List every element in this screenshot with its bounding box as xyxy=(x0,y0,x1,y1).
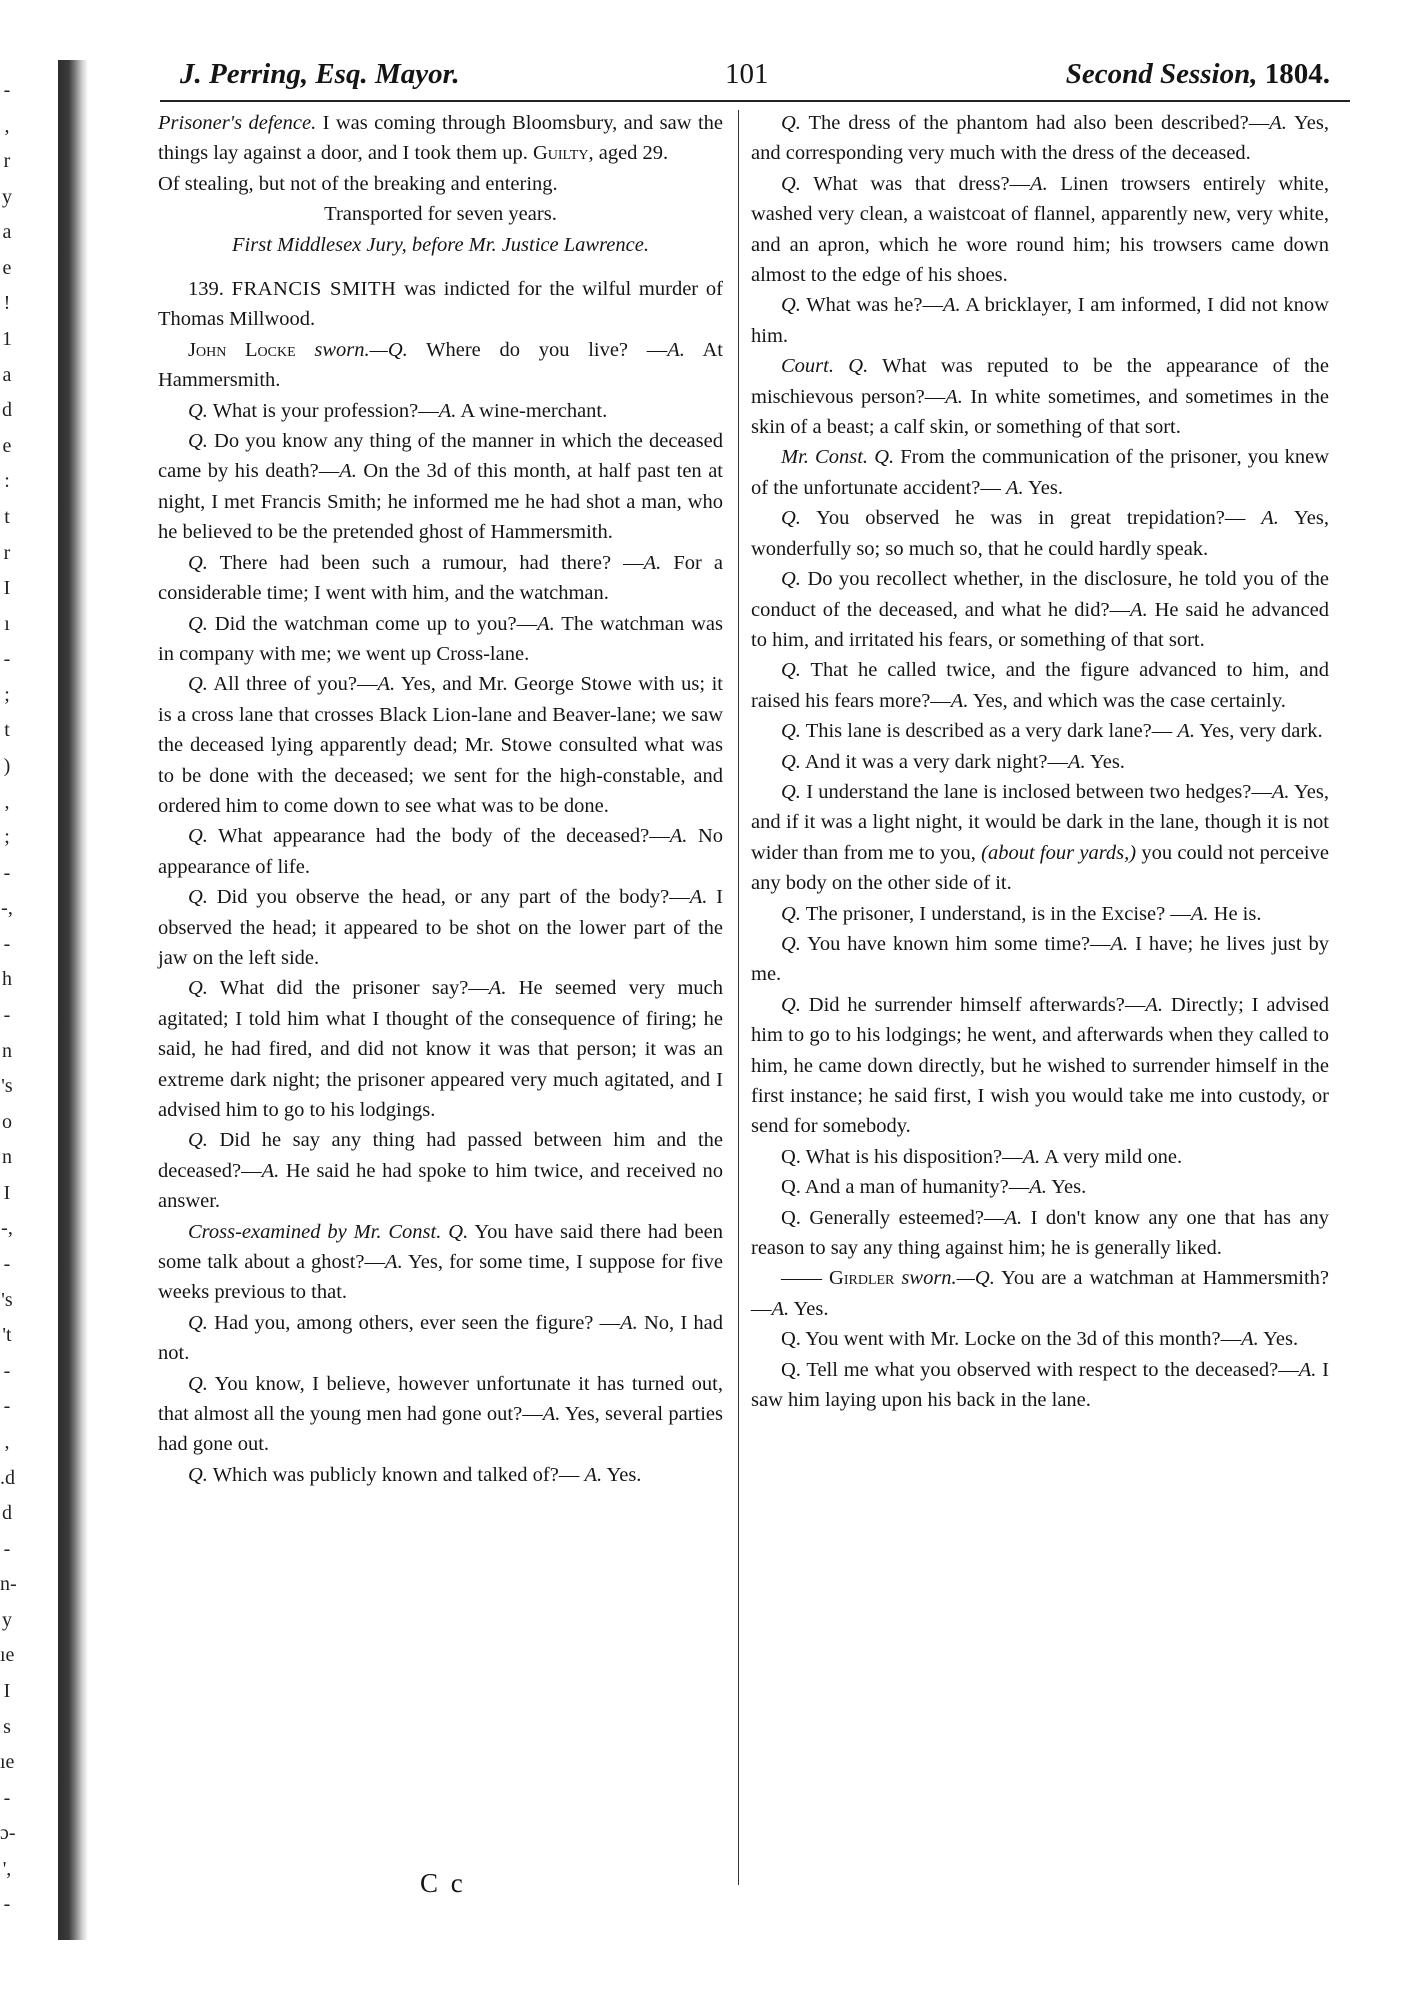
text-run: Yes. xyxy=(1046,1176,1087,1199)
gutter-fragment: - xyxy=(3,933,11,955)
gutter-fragment: , xyxy=(4,791,10,813)
paragraph xyxy=(751,716,1329,746)
text-run: You are a watchman at Hammersmith?— xyxy=(751,1267,1330,1320)
text-run: Q. xyxy=(188,612,208,635)
paragraph xyxy=(158,1217,723,1308)
gutter-fragment: - xyxy=(3,648,11,670)
text-run: A. xyxy=(667,338,685,361)
header-session xyxy=(1066,58,1330,91)
text-run: —— xyxy=(781,1267,830,1290)
gutter-fragment: s xyxy=(3,1716,11,1738)
gutter-fragment: ) xyxy=(3,755,11,777)
column-divider xyxy=(738,110,739,1885)
text-run: Yes. xyxy=(1023,476,1063,499)
text-run: Girdler xyxy=(829,1267,895,1290)
paragraph xyxy=(158,821,723,882)
text-run: Q. xyxy=(188,1463,208,1486)
gutter-fragment: - xyxy=(3,862,11,884)
text-run: What was that dress?— xyxy=(800,172,1031,195)
text-run: you could not perceive any body on the other side of it. xyxy=(751,841,1329,895)
text-run: Yes, for some time, I suppose for five weeks previous to that. xyxy=(158,1251,723,1304)
left-column xyxy=(158,108,723,1490)
gutter-fragment: - xyxy=(3,1395,11,1417)
text-run: On the 3d of this month, at half past ten at night, I met Francis Smith; he informed me he had shot a man, who he believed to be the pretended ghost of Hammersmith. xyxy=(158,460,723,544)
paragraph xyxy=(751,169,1329,291)
text-run: Q. xyxy=(188,551,208,574)
text-run: That he called twice, and the figure advanced to him, and raised his fears more?— xyxy=(751,659,1329,712)
text-run: Q. xyxy=(781,112,801,134)
text-run: Q. What is his disposition?— xyxy=(781,1145,1023,1168)
text-run: Yes, and corresponding very much with the dress of the deceased. xyxy=(751,112,1329,165)
text-run: Mr. Const. xyxy=(781,446,869,469)
text-run: A. xyxy=(1030,172,1048,195)
paragraph xyxy=(158,609,723,670)
text-run: A. xyxy=(385,1251,403,1274)
text-run: sworn.—Q. xyxy=(901,1267,995,1290)
text-run: , aged 29. xyxy=(588,142,669,165)
gutter-fragment: ; xyxy=(4,684,10,706)
text-run: I observed the head; it appeared to be shot on the lower part of the jaw on the left side. xyxy=(158,886,723,969)
text-run: Q. xyxy=(781,720,801,743)
paragraph xyxy=(751,929,1329,990)
paragraph xyxy=(158,274,723,335)
gutter-fragment: 's xyxy=(1,1075,13,1097)
text-run: Did you observe the head, or any part of the body?— xyxy=(207,886,690,909)
text-run: FRANCIS SMITH xyxy=(231,278,397,301)
text-run: Yes, and which was the case certainly. xyxy=(968,689,1286,712)
text-run: For a considerable time; I went with him, and the watchman. xyxy=(158,551,723,605)
gutter-fragment: -, xyxy=(1,1217,13,1239)
text-run: Q. xyxy=(781,993,801,1016)
gutter-fragment: - xyxy=(3,1893,11,1915)
right-column xyxy=(751,108,1329,1415)
text-run: Q. Tell me what you observed with respect to the deceased?— xyxy=(781,1358,1299,1381)
text-run: A. xyxy=(339,460,357,483)
text-run: A. xyxy=(1004,1206,1023,1229)
gutter-fragment: .d xyxy=(0,1467,15,1489)
binding-gutter xyxy=(0,0,110,2000)
text-run: Did the watchman come up to you?— xyxy=(207,612,538,635)
text-run: A. xyxy=(1177,720,1196,743)
text-run: The watchman was in company with me; we went up Cross-lane. xyxy=(158,612,724,665)
text-run: A. xyxy=(1006,476,1024,499)
text-run: A. xyxy=(1190,902,1209,925)
gutter-fragment: I xyxy=(3,577,11,599)
text-run: (about four yards,) xyxy=(981,841,1137,864)
paragraph xyxy=(751,1263,1329,1324)
gutter-fragment: ; xyxy=(4,826,10,848)
text-run: Directly; I advised him to go to his lodgings; he went, and afterwards when they called to him, he came down directly, but he wished to surrender himself in the first instance; he said first, I wish you would take me into custody, or send for somebody. xyxy=(751,993,1329,1138)
gutter-fragment: - xyxy=(3,1538,11,1560)
text-run: All three of you?— xyxy=(207,673,378,696)
text-run: A. xyxy=(1029,1176,1047,1199)
paragraph xyxy=(751,747,1329,777)
gutter-fragment: , xyxy=(4,1431,10,1453)
text-run: Transported for seven years. xyxy=(324,203,557,226)
text-run: First Middlesex Jury, before Mr. Justice Lawrence. xyxy=(232,233,649,256)
paragraph xyxy=(751,990,1329,1142)
text-run: You have said there had been some talk about a ghost?— xyxy=(158,1220,724,1274)
gutter-fragment: n xyxy=(2,1040,12,1062)
paragraph xyxy=(751,1203,1329,1264)
text-run: A. xyxy=(542,1403,561,1426)
gutter-fragment: ', xyxy=(2,1858,12,1880)
text-run: Prisoner's defence. xyxy=(158,112,317,134)
text-run: sworn.—Q. xyxy=(314,338,408,361)
text-run: What appearance had the body of the deceased?— xyxy=(207,825,670,848)
text-run: Q. xyxy=(781,902,801,925)
paragraph xyxy=(751,777,1329,899)
text-run: He is. xyxy=(1208,902,1262,925)
text-run: He seemed very much agitated; I told him what I thought of the consequence of firing; he said, he had fired, and did not know it was that person; it was an extreme dark night; the prisoner appeared very much agitated, and I advised him to go to his lodgings. xyxy=(158,977,723,1121)
paragraph xyxy=(158,230,723,260)
text-run: No appearance of life. xyxy=(158,825,723,878)
paragraph xyxy=(751,1324,1329,1354)
text-run: At Hammersmith. xyxy=(158,338,723,392)
paragraph xyxy=(751,564,1329,655)
text-run: Q. xyxy=(848,355,869,378)
gutter-fragment: y xyxy=(2,186,12,208)
paragraph xyxy=(158,199,723,229)
gutter-fragment: d xyxy=(2,399,12,421)
paragraph xyxy=(158,882,723,973)
text-run: 139. xyxy=(188,278,232,301)
gutter-fragment: a xyxy=(2,364,12,386)
gutter-fragment: 's xyxy=(1,1289,13,1311)
paragraph xyxy=(158,108,723,169)
paragraph xyxy=(751,351,1329,442)
text-run: Q. xyxy=(781,659,801,682)
text-run: Of stealing, but not of the breaking and entering. xyxy=(158,172,558,195)
text-run: Q. xyxy=(188,1311,208,1334)
gutter-fragment: ı xyxy=(4,613,10,635)
text-run: Q. xyxy=(188,1129,208,1152)
text-run: There had been such a rumour, had there? — xyxy=(207,551,644,574)
text-run: A. xyxy=(438,399,457,422)
paragraph xyxy=(158,1125,723,1216)
text-run: What is your profession?— xyxy=(207,399,439,422)
text-run: A bricklayer, I am informed, I did not know him. xyxy=(751,294,1329,347)
paragraph xyxy=(751,108,1329,169)
text-run: Q. xyxy=(188,825,208,848)
text-run: Court. xyxy=(781,355,834,378)
gutter-fragment: : xyxy=(4,470,10,492)
text-run: Yes. xyxy=(1258,1328,1299,1351)
text-run: You know, I believe, however unfortunate it has turned out, that almost all the young men had gone out?— xyxy=(158,1372,723,1426)
text-run: What was he?— xyxy=(800,294,943,317)
text-run: A. xyxy=(669,825,688,848)
text-run: Q. xyxy=(781,932,801,955)
text-run: Q. xyxy=(781,172,801,195)
text-run: I don't know any one that has any reason to say any thing against him; he is generally liked. xyxy=(751,1206,1329,1260)
text-run: A. xyxy=(1269,112,1287,134)
text-run: Q. You went with Mr. Locke on the 3d of this month?— xyxy=(781,1328,1242,1351)
paragraph xyxy=(751,503,1329,564)
text-run: Q. xyxy=(188,977,208,1000)
gutter-fragment: ! xyxy=(3,292,11,314)
text-run: Q. And a man of humanity?— xyxy=(781,1176,1030,1199)
text-run: A. xyxy=(1110,932,1129,955)
text-run: Had you, among others, ever seen the figure? — xyxy=(207,1311,621,1334)
paragraph xyxy=(751,655,1329,716)
paragraph xyxy=(158,1369,723,1460)
text-run: What was reputed to be the appearance of the mischievous person?— xyxy=(751,355,1329,408)
text-run: A. xyxy=(950,689,969,712)
paragraph xyxy=(158,669,723,821)
gutter-fragment: ıe xyxy=(0,1644,15,1666)
gutter-fragment: 't xyxy=(2,1324,12,1346)
text-run: Did he say any thing had passed between him and the deceased?— xyxy=(158,1129,723,1182)
text-run: A. xyxy=(261,1159,280,1182)
text-run: A. xyxy=(689,886,708,909)
gutter-fragment: r xyxy=(3,150,11,172)
gutter-fragment: e xyxy=(2,257,12,279)
header-session-label: Second Session, xyxy=(1065,58,1258,90)
gutter-fragment: r xyxy=(3,542,11,564)
paragraph xyxy=(751,442,1329,503)
gutter-fragment: t xyxy=(4,506,10,528)
text-run: Yes. xyxy=(602,1463,642,1486)
text-run: A wine-merchant. xyxy=(456,399,608,422)
gutter-fragment: - xyxy=(3,79,11,101)
text-run: I understand the lane is inclosed between two hedges?— xyxy=(800,780,1272,803)
text-run: He said he had spoke to him twice, and received no answer. xyxy=(158,1159,723,1213)
text-run: A very mild one. xyxy=(1040,1145,1183,1168)
text-run: In white sometimes, and sometimes in the skin of a beast; a calf skin, or something of that sort. xyxy=(751,385,1329,439)
paragraph xyxy=(158,426,723,548)
text-run: Yes, wonderfully so; so much so, that he could hardly speak. xyxy=(751,507,1329,560)
gutter-fragment: n- xyxy=(0,1573,17,1595)
paragraph xyxy=(158,973,723,1125)
gutter-fragment: y xyxy=(2,1609,12,1631)
text-run: A. xyxy=(1261,507,1279,530)
text-run: Q. xyxy=(874,446,895,469)
text-run: A. xyxy=(945,385,963,408)
text-run: A. xyxy=(1298,1358,1317,1381)
text-run: Did he surrender himself afterwards?— xyxy=(800,993,1146,1016)
text-run xyxy=(834,355,848,377)
text-run: Yes, very dark. xyxy=(1195,720,1323,743)
paragraph xyxy=(158,169,723,199)
text-run: Q. xyxy=(188,886,208,909)
text-run: Linen trowsers entirely white, washed very clean, a waistcoat of flannel, apparently new, very white, and an apron, which he wore round him; his trowsers came down almost to the edge of his shoes. xyxy=(751,172,1329,287)
text-run: Yes. xyxy=(789,1297,829,1320)
text-run: Q. xyxy=(781,507,801,530)
text-run: You have known him some time?— xyxy=(800,932,1111,955)
text-run: Yes, several parties had gone out. xyxy=(158,1403,723,1456)
gutter-fragment: ɔ- xyxy=(0,1822,16,1844)
text-run: A. xyxy=(1145,993,1164,1016)
text-run: was indicted for the wilful murder of Thomas Millwood. xyxy=(158,278,724,331)
header-rule xyxy=(160,100,1350,102)
gutter-fragment: -, xyxy=(1,897,13,919)
text-run: A. xyxy=(771,1297,790,1320)
text-run: A. xyxy=(488,977,507,1000)
text-run: You observed he was in great trepidation?— xyxy=(800,507,1262,530)
text-run: What did the prisoner say?— xyxy=(207,977,489,1000)
text-run: Q. xyxy=(188,430,208,453)
gutter-fragment: 1 xyxy=(2,328,12,350)
gutter-fragment: - xyxy=(3,1004,11,1026)
book-spine-shadow xyxy=(58,60,88,1940)
text-run: Q. Generally esteemed?— xyxy=(781,1206,1005,1229)
text-run: He said he advanced to him, and irritated his fears, or something of that sort. xyxy=(751,598,1329,651)
paragraph xyxy=(751,1142,1329,1172)
text-run: Q. xyxy=(188,1372,208,1395)
text-run: Yes, and Mr. George Stowe with us; it is a cross lane that crosses Black Lion-lane and Beaver-lane; we saw the deceased lying apparently dead; Mr. Stowe consulted what was to be done with the deceased; we sent for the high-constable, and ordered him to come down to see what was to be done. xyxy=(158,673,724,817)
text-run: I saw him laying upon his back in the lane. xyxy=(751,1358,1330,1412)
text-run: I have; he lives just by me. xyxy=(751,932,1329,986)
paragraph xyxy=(158,396,723,426)
text-run: A. xyxy=(643,551,662,574)
text-run: Q. xyxy=(781,294,801,317)
text-run xyxy=(296,339,315,361)
paragraph xyxy=(751,899,1329,929)
signature-mark: C c xyxy=(420,1868,466,1898)
text-run: The prisoner, I understand, is in the Excise? — xyxy=(800,902,1191,925)
text-run: A. xyxy=(377,673,396,696)
paragraph xyxy=(751,1355,1329,1416)
paragraph xyxy=(751,290,1329,351)
paragraph xyxy=(158,1460,723,1490)
text-run: A. xyxy=(942,294,961,317)
text-run: A. xyxy=(620,1311,638,1334)
gutter-fragment: n xyxy=(2,1146,12,1168)
text-run: A. xyxy=(537,612,555,635)
text-run: The dress of the phantom had also been described?— xyxy=(800,112,1270,134)
text-run: Yes. xyxy=(1085,750,1125,773)
gutter-fragment: o xyxy=(2,1111,12,1133)
text-run: Do you know any thing of the manner in which the deceased came by his death?— xyxy=(158,430,723,483)
text-run: Guilty xyxy=(532,142,589,165)
text-run: Q. xyxy=(188,673,208,696)
paragraph xyxy=(158,1308,723,1369)
text-run: From the communication of the prisoner, you knew of the unfortunate accident?— xyxy=(751,446,1330,499)
text-run: Q. xyxy=(188,399,208,422)
text-run: Q. xyxy=(448,1220,469,1243)
paragraph xyxy=(751,1172,1329,1202)
paragraph xyxy=(158,548,723,609)
gutter-fragment: t xyxy=(4,719,10,741)
gutter-fragment: - xyxy=(3,1787,11,1809)
text-run: Which was publicly known and talked of?— xyxy=(207,1463,585,1486)
text-run: Where do you live? — xyxy=(407,338,668,361)
header-mayor: J. Perring, Esq. Mayor. xyxy=(180,58,460,90)
text-run: Yes, and if it was a light night, it would be dark in the lane, though it is not wider than from me to you, xyxy=(751,780,1329,864)
text-run: Q. xyxy=(781,780,801,803)
gutter-fragment: , xyxy=(4,115,10,137)
text-run: This lane is described as a very dark lane?— xyxy=(800,720,1178,743)
text-run: A. xyxy=(1241,1328,1259,1351)
text-run: Q. xyxy=(781,568,801,591)
text-run: A. xyxy=(1022,1145,1041,1168)
gutter-fragment: h xyxy=(2,968,12,990)
gutter-fragment: d xyxy=(2,1502,12,1524)
text-run: And it was a very dark night?— xyxy=(800,750,1068,773)
header-year: 1804. xyxy=(1264,58,1330,90)
page-header xyxy=(180,58,1330,98)
text-run: A. xyxy=(1271,780,1290,803)
paragraph xyxy=(158,335,723,396)
text-run: Do you recollect whether, in the disclosure, he told you of the conduct of the deceased, and what he did?— xyxy=(751,568,1329,621)
text-run: No, I had not. xyxy=(158,1311,723,1365)
text-run: A. xyxy=(1067,750,1086,773)
text-run: John Locke xyxy=(188,338,296,361)
text-run: A. xyxy=(584,1463,603,1486)
gutter-fragment: I xyxy=(3,1680,11,1702)
gutter-fragment: - xyxy=(3,1360,11,1382)
gutter-fragment: - xyxy=(3,1253,11,1275)
gutter-fragment: e xyxy=(2,435,12,457)
gutter-fragment: a xyxy=(2,221,12,243)
text-run: I was coming through Bloomsbury, and saw the things lay against a door, and I took them up. xyxy=(158,112,723,165)
text-run: A. xyxy=(1130,598,1148,621)
text-run: Q. xyxy=(781,750,801,773)
gutter-fragment: ıe xyxy=(0,1751,15,1773)
gutter-fragment: I xyxy=(3,1182,11,1204)
text-run: Cross-examined by Mr. Const. xyxy=(188,1220,442,1243)
page-number: 101 xyxy=(725,58,769,90)
